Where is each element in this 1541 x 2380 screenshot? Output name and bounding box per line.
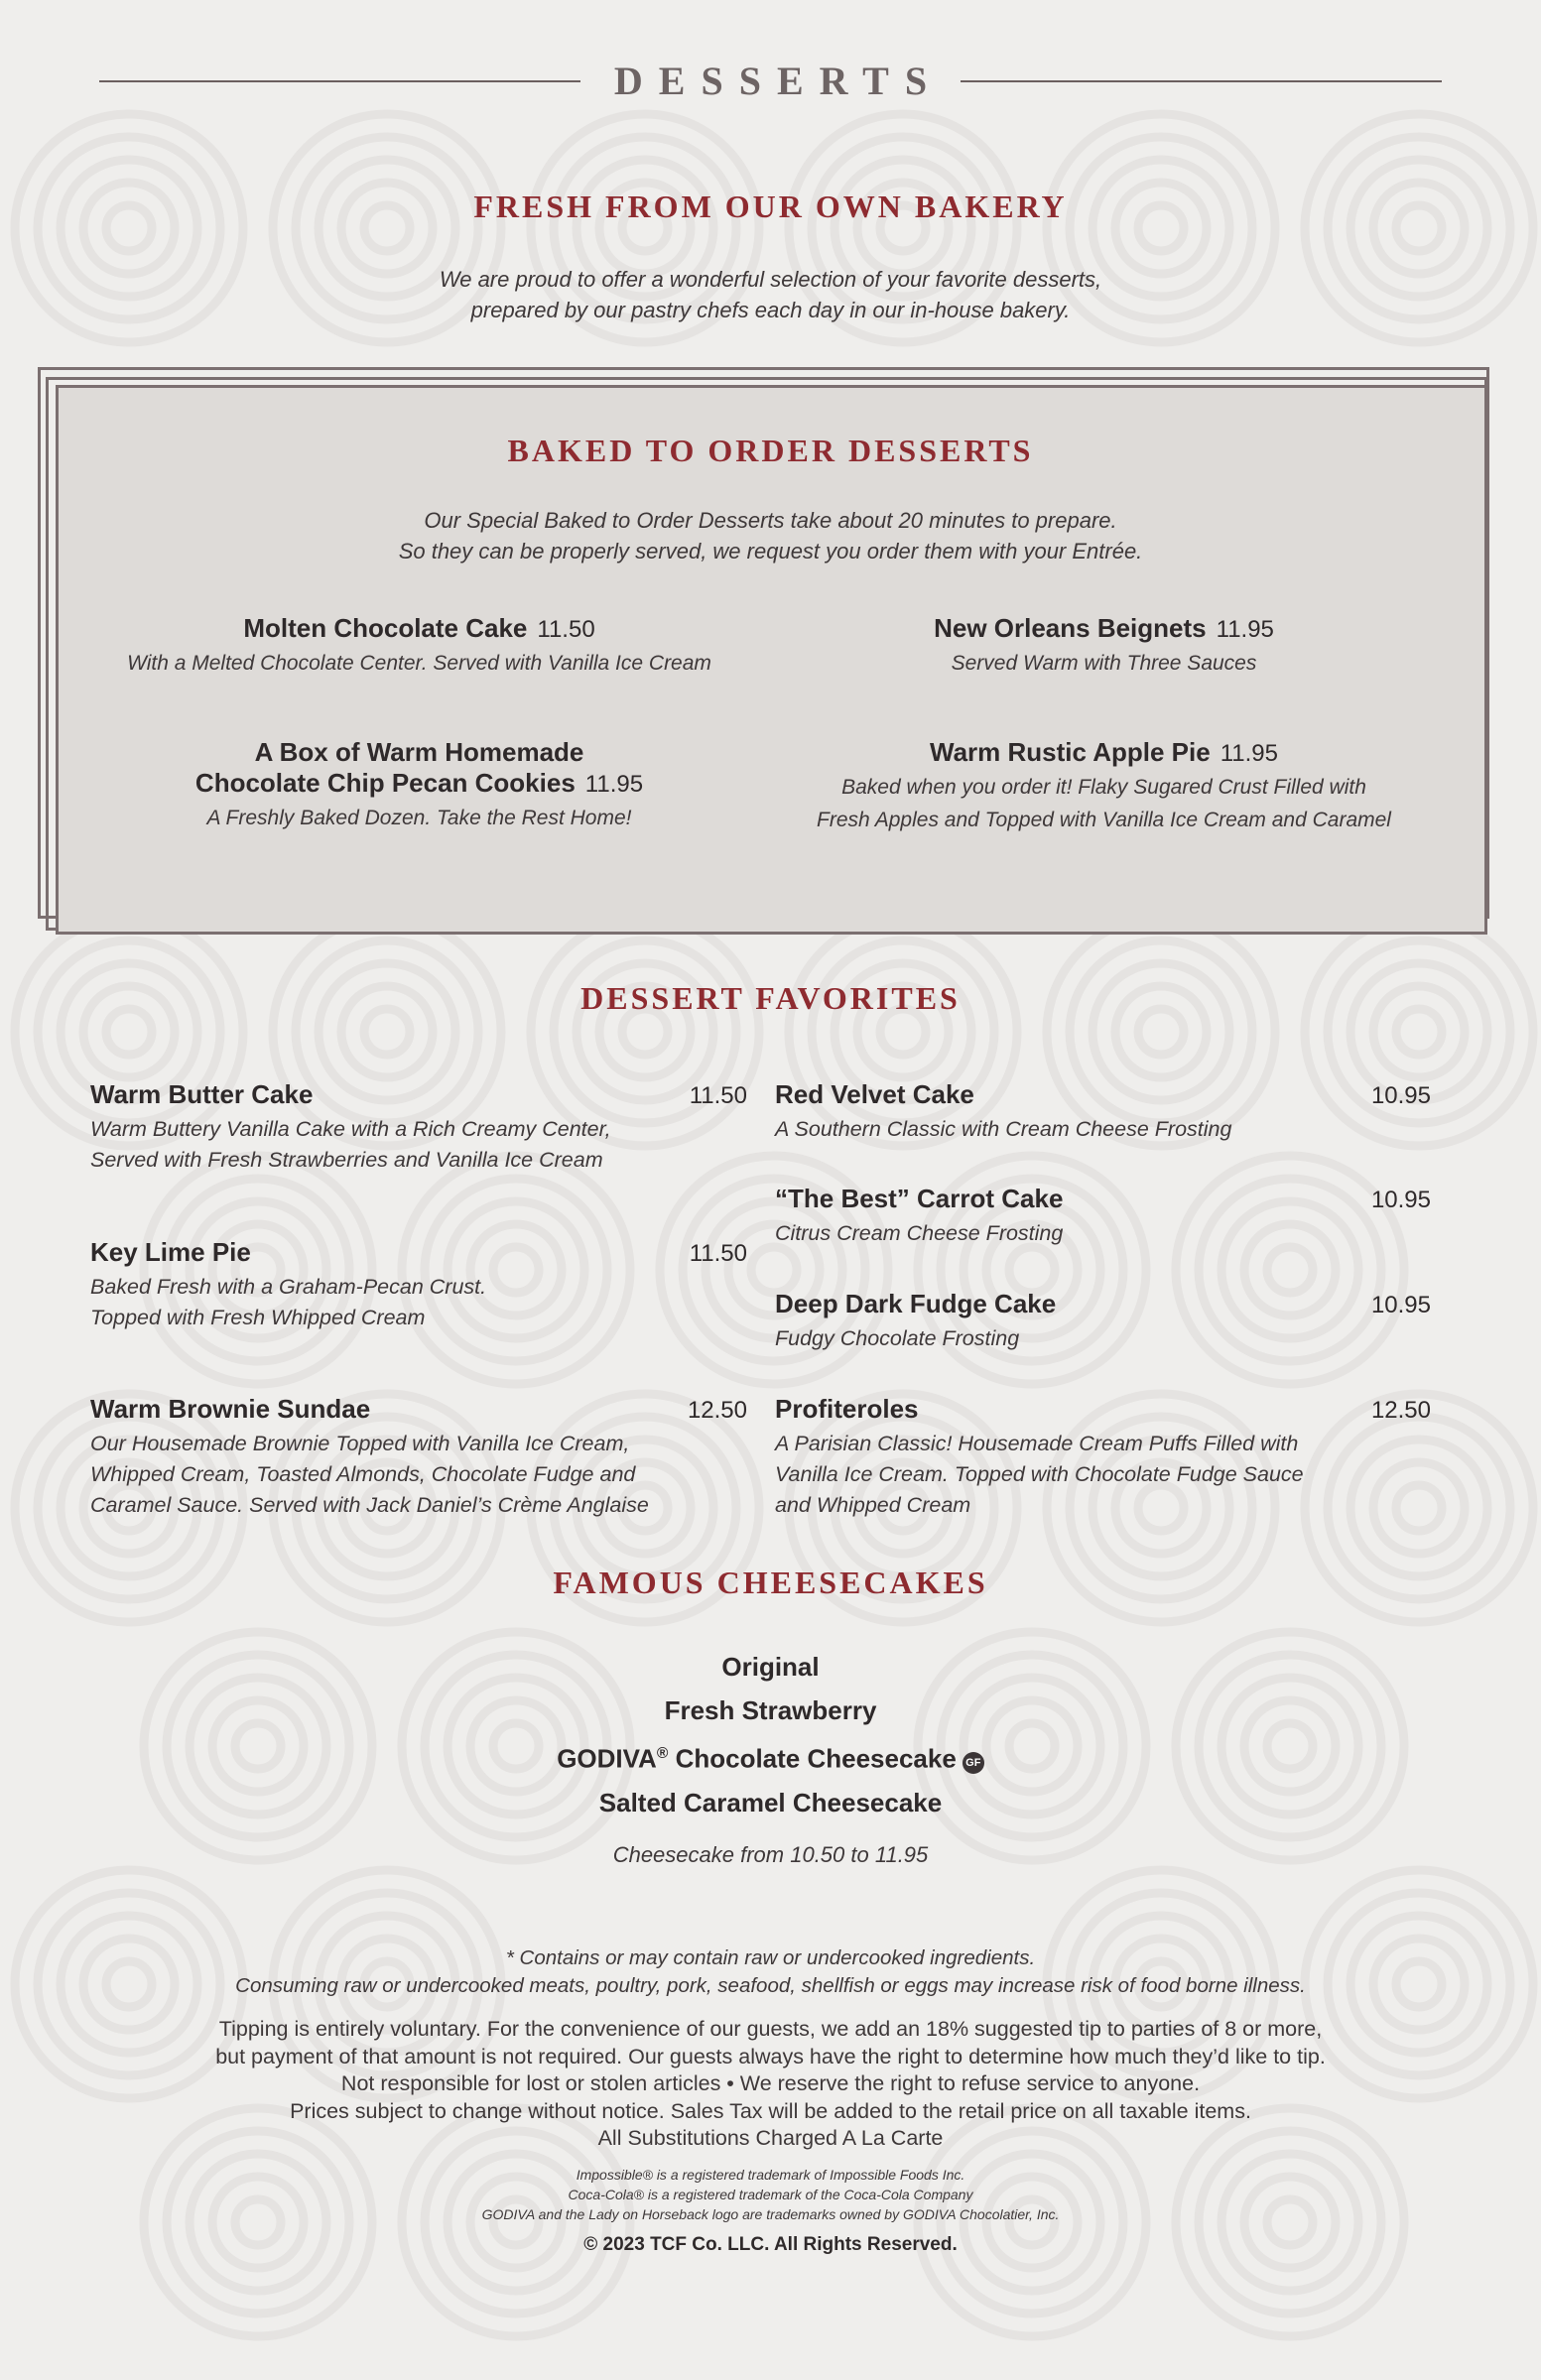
item-description [90, 1114, 747, 1176]
item-description-line: Baked Fresh with a Graham-Pecan Crust. [90, 1275, 487, 1299]
item-description-line: Whipped Cream, Toasted Almonds, Chocolate Fudge and [90, 1462, 636, 1486]
raw-warning: * Contains or may contain raw or undercooked ingredients. [505, 1946, 1036, 1969]
menu-item [775, 1184, 1431, 1249]
item-description-line: Topped with Fresh Whipped Cream [90, 1306, 426, 1329]
menu-item [774, 613, 1434, 680]
item-description: Fudgy Chocolate Frosting [775, 1326, 1020, 1350]
item-name: Chocolate Chip Pecan Cookies [194, 768, 576, 798]
footer-notes [0, 1944, 1541, 2256]
menu-item [90, 1079, 747, 1176]
registered-mark: ® [656, 1745, 669, 1762]
bakery-intro-line: We are proud to offer a wonderful selection of your favorite desserts, [439, 267, 1102, 292]
item-price: 10.95 [1370, 1187, 1431, 1213]
policy-line: Tipping is entirely voluntary. For the convenience of our guests, we add an 18% suggested tip to parties of 8 or more, [218, 2017, 1323, 2041]
policy-line: Not responsible for lost or stolen articles • We reserve the right to refuse service to anyone. [340, 2071, 1201, 2095]
cheesecake-price: Cheesecake from 10.50 to 11.95 [612, 1841, 929, 1867]
baked-intro [0, 505, 1541, 566]
item-price: 12.50 [687, 1397, 747, 1424]
item-description-line: A Parisian Classic! Housemade Cream Puffs Filled with [775, 1432, 1299, 1455]
trademark-line: GODIVA and the Lady on Horseback logo are trademarks owned by GODIVA Chocolatier, Inc. [481, 2205, 1060, 2222]
item-description: Citrus Cream Cheese Frosting [775, 1221, 1064, 1245]
menu-item [775, 1079, 1431, 1145]
item-name: Profiteroles [775, 1394, 919, 1424]
item-price: 12.50 [1370, 1397, 1431, 1424]
item-description: A Freshly Baked Dozen. Take the Rest Home! [206, 807, 632, 829]
item-description-line: Baked when you order it! Flaky Sugared Crust Filled with [841, 776, 1366, 799]
cheesecake-item [0, 1732, 1541, 1781]
item-description [90, 1272, 747, 1333]
bakery-heading: FRESH FROM OUR OWN BAKERY [473, 188, 1068, 224]
item-description-line: Our Housemade Brownie Topped with Vanilla Ice Cream, [90, 1432, 630, 1455]
menu-item [775, 1289, 1431, 1354]
copyright: © 2023 TCF Co. LLC. All Rights Reserved. [583, 2233, 958, 2255]
item-description-line: Served with Fresh Strawberries and Vanilla Ice Cream [90, 1148, 603, 1172]
cheesecake-brand: GODIVA [557, 1743, 657, 1774]
item-description: With a Melted Chocolate Center. Served with Vanilla Ice Cream [127, 652, 711, 675]
title-rule-left [99, 80, 580, 82]
item-description [90, 1429, 747, 1521]
item-name: Deep Dark Fudge Cake [775, 1289, 1057, 1318]
item-name: New Orleans Beignets [934, 613, 1207, 643]
item-description-line: Vanilla Ice Cream. Topped with Chocolate Fudge Sauce [775, 1462, 1304, 1486]
baked-intro-line: Our Special Baked to Order Desserts take about 20 minutes to prepare. [424, 508, 1117, 533]
menu-item [89, 613, 749, 680]
item-price: 11.95 [1220, 740, 1278, 767]
menu-item [90, 1237, 747, 1333]
cheesecake-name: Chocolate Cheesecake [675, 1743, 957, 1774]
gluten-free-icon: GF [963, 1752, 984, 1774]
item-price: 11.95 [584, 771, 644, 798]
policy-line: Prices subject to change without notice. Sales Tax will be added to the retail price on all taxable items. [290, 2098, 1251, 2123]
title-rule-right [961, 80, 1442, 82]
item-name: Key Lime Pie [90, 1237, 251, 1267]
cheesecake-item: Original [721, 1652, 820, 1682]
favorites-heading: DESSERT FAVORITES [580, 980, 961, 1016]
item-description-line: Warm Buttery Vanilla Cake with a Rich Creamy Center, [90, 1117, 611, 1141]
menu-item [774, 737, 1434, 836]
cheesecake-list [0, 1645, 1541, 1868]
trademark-line: Impossible® is a registered trademark of Impossible Foods Inc. [576, 2166, 965, 2183]
cheesecake-item: Salted Caramel Cheesecake [598, 1787, 943, 1817]
bakery-intro [0, 264, 1541, 325]
item-description-line: Caramel Sauce. Served with Jack Daniel’s Crème Anglaise [90, 1493, 649, 1517]
item-description: Served Warm with Three Sauces [951, 652, 1257, 675]
item-price: 11.50 [689, 1082, 747, 1109]
item-description [775, 1429, 1431, 1521]
item-description-line: and Whipped Cream [775, 1493, 971, 1517]
item-price: 10.95 [1370, 1082, 1431, 1109]
policy-line: All Substitutions Charged A La Carte [597, 2126, 944, 2150]
baked-intro-line: So they can be properly served, we request you order them with your Entrée. [398, 539, 1143, 564]
item-name: “The Best” Carrot Cake [775, 1184, 1064, 1213]
cheesecake-item: Fresh Strawberry [664, 1695, 877, 1725]
item-description: A Southern Classic with Cream Cheese Frosting [775, 1117, 1232, 1141]
item-description-line: Fresh Apples and Topped with Vanilla Ice Cream and Caramel [817, 809, 1391, 831]
bakery-intro-line: prepared by our pastry chefs each day in our in-house bakery. [470, 298, 1071, 322]
item-name: A Box of Warm Homemade [254, 737, 584, 767]
page-title-bar [0, 58, 1541, 104]
item-price: 10.95 [1370, 1292, 1431, 1318]
item-name: Molten Chocolate Cake [243, 613, 528, 643]
menu-item [775, 1394, 1431, 1521]
trademark-line: Coca-Cola® is a registered trademark of the Coca-Cola Company [568, 2186, 973, 2202]
item-name: Warm Brownie Sundae [90, 1394, 371, 1424]
item-name: Red Velvet Cake [775, 1079, 974, 1109]
item-price: 11.50 [689, 1240, 747, 1267]
baked-to-order-heading: BAKED TO ORDER DESSERTS [507, 433, 1034, 468]
item-name: Warm Butter Cake [90, 1079, 314, 1109]
policy-line: but payment of that amount is not required. Our guests always have the right to determine how much they’d like to tip. [215, 2044, 1326, 2068]
raw-warning: Consuming raw or undercooked meats, poultry, pork, seafood, shellfish or eggs may increase risk of food borne illness. [235, 1974, 1306, 1997]
item-price: 11.95 [1216, 616, 1274, 643]
menu-item [89, 737, 749, 834]
page-title: DESSERTS [613, 59, 944, 103]
menu-item [90, 1394, 747, 1521]
item-price: 11.50 [537, 616, 595, 643]
item-name: Warm Rustic Apple Pie [930, 737, 1211, 767]
cheesecakes-heading: FAMOUS CHEESECAKES [553, 1565, 988, 1600]
item-description [774, 771, 1434, 836]
